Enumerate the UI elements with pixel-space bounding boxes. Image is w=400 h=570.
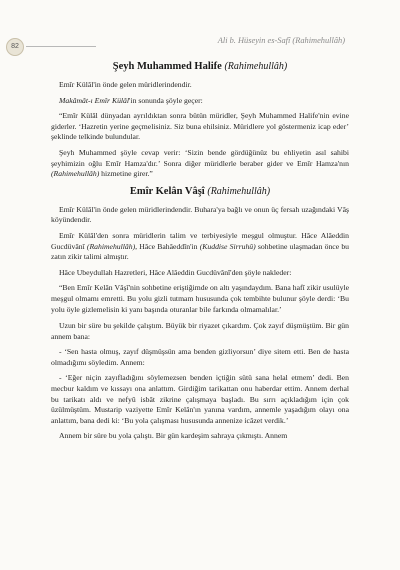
paragraph: [51, 96, 349, 107]
paragraph-text: 'in sonunda şöyle geçer:: [129, 95, 203, 105]
paragraph-text: Emîr Külâl'den sonra müridlerin talim ve terbiyesiyle meşgul olmuştur. Hâce Alâeddin Gucdüvânî: [51, 230, 349, 251]
paragraph-text: , Hâce Bahâeddîn'in: [135, 241, 200, 251]
paragraph: [51, 231, 349, 263]
book-title-italic: Makâmât-ı Emîr Külâl: [59, 95, 130, 105]
paragraph-text: Şeyh Muhammed şöyle cevap verir: ‘Sizin bende gördüğünüz bu ehliyetin asıl sahibi şeyhimizin oğlu Emîr Hamza'dır.’ Sonra diğer müridlerle beraber gider ve Emîr Hamza'nın: [51, 147, 349, 168]
paragraph: Hâce Ubeydullah Hazretleri, Hâce Alâeddin Gucdüvânî'den şöyle nakleder:: [59, 267, 292, 277]
paragraph: - ‘Eğer niçin zayıfladığını söylemezsen benden içtiğin sütü sana helal etmem’ dedi. Ben mecbur kaldım ve kıssayı ona anlattım. Girdiğim tarikattan onu haberdar ettim. Annem derhal bu tarikatı aldı ve nefyû isbât zikrine çalışmaya başladı. Bu sırrı açıkladığım için çok üzülmüştüm. Mustarip vaziyette Emîr Kelân'ın yanına vardım, annemle yaşadığım olayı ona anlattım, bana dedi ki: ‘Bu yola çalışması hususunda annenize icâzet verdik.’: [51, 373, 349, 425]
section-title-text: Emîr Kelân Vâşî: [129, 185, 205, 197]
running-head-author: Ali b. Hüseyin es-Safî: [217, 36, 291, 45]
epithet-italic: (Kuddise Sirruhû): [199, 241, 256, 251]
paragraph-text: hizmetine girer.”: [99, 169, 153, 179]
running-head-epithet: (Rahimehullâh): [292, 36, 345, 45]
header-rule: [26, 46, 96, 47]
paragraph: Annem bir süre bu yola çalıştı. Bir gün kardeşim sahraya çıkmıştı. Annem: [59, 431, 288, 441]
epithet-italic: (Rahimehullâh): [86, 241, 136, 251]
paragraph: “Emîr Külâl dünyadan ayrıldıktan sonra bütün müridler, Şeyh Muhammed Halife'nin evine giderler. ‘Hazretin yerine geçmelisiniz. Siz buna ehilsiniz. Müridlere yol göstermeniz icap eder’ şeklinde telkinde bulundular.: [51, 111, 349, 142]
section-title-epithet: (Rahimehullâh): [207, 185, 271, 197]
paragraph: Emîr Külâl'in önde gelen müridlerindendir. Buhara'ya bağlı ve onun üç fersah uzağındaki Vâş köyündendir.: [51, 204, 349, 225]
section-title-epithet: (Rahimehullâh): [224, 61, 288, 72]
page-number: 82: [6, 38, 24, 56]
paragraph: - ‘Sen hasta olmuş, zayıf düşmüşsün ama benden gizliyorsun’ diye sitem etti. Ben de hasta olmadığımı söyledim. Annem:: [51, 347, 349, 367]
section-title-seyh-muhammed-halife: [51, 60, 349, 74]
running-head: [218, 36, 345, 45]
paragraph: “Ben Emîr Kelân Vâşî'nin sohbetine eriştiğimde on altı yaşındaydım. Bana hafî zikir usulüyle meşgul olmamı emretti. Bu yolu gizli tutmam hususunda çok tembihte bulunur şöyle derdi: ‘Bu yolu öyle gizlemelisin ki yanı başında oturanlar bile farkında olmamalılar.’: [51, 283, 349, 314]
paragraph: Uzun bir süre bu şekilde çalıştım. Büyük bir riyazet çıkardım. Çok zayıf düşmüştüm. Bir gün annem bana:: [51, 321, 349, 341]
paragraph: Emîr Külâl'in önde gelen müridlerindendir.: [59, 80, 192, 89]
epithet-italic: (Rahimehullâh): [51, 169, 100, 179]
page-header: [0, 0, 400, 58]
page-content: [51, 60, 349, 447]
section-title-emir-kelan-vasi: [51, 185, 349, 199]
paragraph: [51, 148, 349, 180]
section-title-text: Şeyh Muhammed Halife: [112, 61, 222, 72]
paragraph-text: sohbetine ulaşmadan önce bu zatın zikir talimi almıştır.: [51, 241, 350, 262]
